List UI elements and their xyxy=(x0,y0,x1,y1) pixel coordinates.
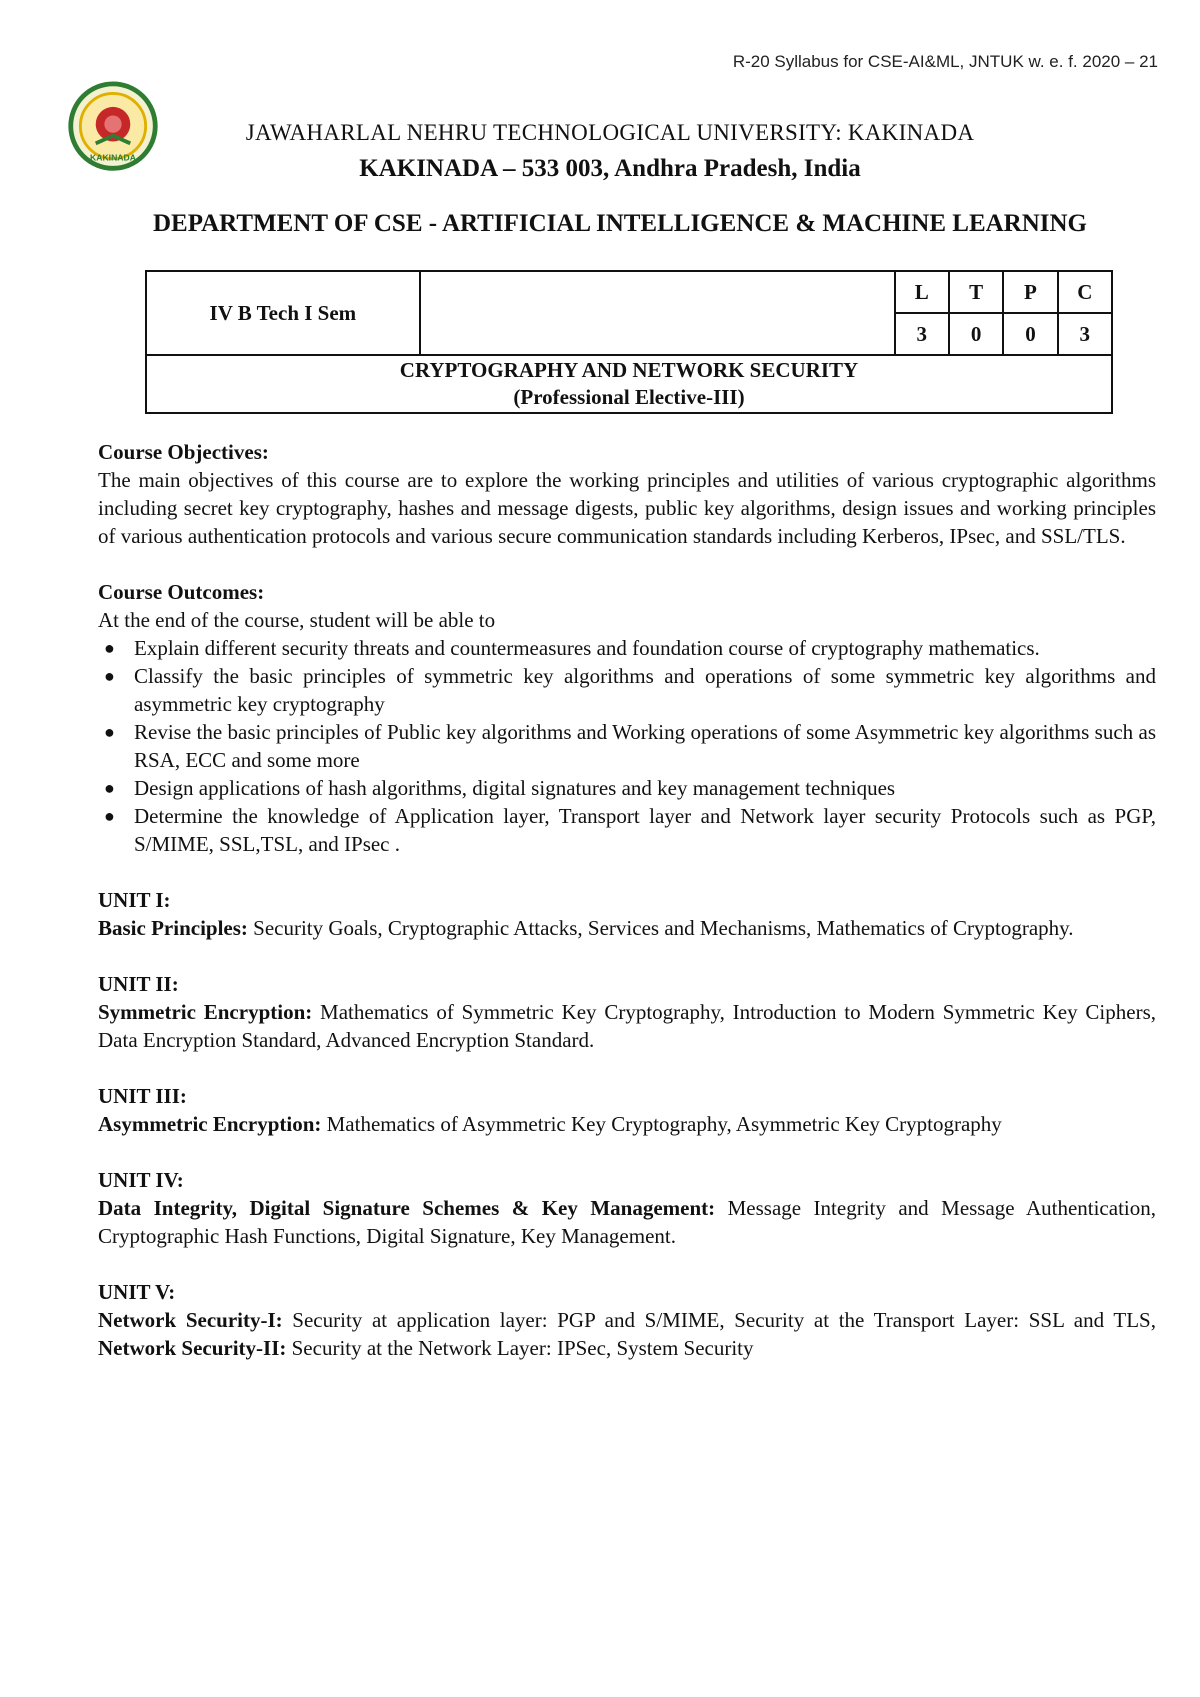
ltpc-header-l: L xyxy=(895,271,949,313)
running-header: R-20 Syllabus for CSE-AI&ML, JNTUK w. e. f. 2020 – 21 xyxy=(732,52,1158,71)
university-name: JAWAHARLAL NEHRU TECHNOLOGICAL UNIVERSITY: KAKINADA xyxy=(245,120,975,145)
bullet-icon: ● xyxy=(104,638,115,658)
unit-5-body: Network Security-I: Security at application layer: PGP and S/MIME, Security at the Transport Layer: SSL and TLS, Network Security-II: Security at the Network Layer: IPSec, System Security xyxy=(98,1308,1156,1360)
unit-4-body: Data Integrity, Digital Signature Schemes & Key Management: Message Integrity and Message Authentication, Cryptographic Hash Functions, Digital Signature, Key Management. xyxy=(98,1196,1156,1248)
objectives-text: The main objectives of this course are to explore the working principles and utilities of various cryptographic algorithms including secret key cryptography, hashes and message digests, public key algorithms, design issues and working principles of various authentication protocols and various secure communication standards including Kerberos, IPsec, and SSL/TLS. xyxy=(98,468,1156,548)
seal-text: KAKINADA xyxy=(90,152,136,163)
unit-5-title: UNIT V: xyxy=(98,1280,176,1304)
syllabus-content xyxy=(98,438,1156,1362)
outcome-item: ● Determine the knowledge of Application layer, Transport layer and Network layer security Protocols such as PGP, S/MIME, SSL,TSL, and IPsec . xyxy=(104,804,1156,856)
ltpc-value-t: 0 xyxy=(949,313,1003,355)
outcomes-list xyxy=(98,634,1156,858)
bullet-icon: ● xyxy=(104,666,115,686)
outcomes-intro: At the end of the course, student will be able to xyxy=(98,608,496,632)
department-title: DEPARTMENT OF CSE - ARTIFICIAL INTELLIGENCE & MACHINE LEARNING xyxy=(152,210,1088,237)
outcome-item: ● Classify the basic principles of symmetric key algorithms and operations of some symmetric key algorithms and asymmetric key cryptography xyxy=(104,664,1156,716)
bullet-icon: ● xyxy=(104,806,115,826)
unit-1-body: Basic Principles: Security Goals, Cryptographic Attacks, Services and Mechanisms, Mathematics of Cryptography. xyxy=(98,916,1074,940)
blank-cell xyxy=(420,271,895,355)
course-title-cell xyxy=(146,355,1112,413)
unit-3-title: UNIT III: xyxy=(98,1084,187,1108)
semester-cell: IV B Tech I Sem xyxy=(146,271,420,355)
unit-2-title: UNIT II: xyxy=(98,972,179,996)
university-address: KAKINADA – 533 003, Andhra Pradesh, India xyxy=(359,155,861,182)
ltpc-header-p: P xyxy=(1003,271,1057,313)
unit-3-body: Asymmetric Encryption: Mathematics of Asymmetric Key Cryptography, Asymmetric Key Cryptography xyxy=(98,1112,1002,1136)
outcome-item: ● Design applications of hash algorithms, digital signatures and key management techniques xyxy=(104,776,896,800)
course-info-table xyxy=(145,270,1113,414)
ltpc-header-c: C xyxy=(1058,271,1112,313)
ltpc-value-p: 0 xyxy=(1003,313,1057,355)
ltpc-header-t: T xyxy=(949,271,1003,313)
unit-4-title: UNIT IV: xyxy=(98,1168,184,1192)
bullet-icon: ● xyxy=(104,778,115,798)
course-title: CRYPTOGRAPHY AND NETWORK SECURITY xyxy=(399,358,859,382)
ltpc-value-l: 3 xyxy=(895,313,949,355)
university-seal-icon xyxy=(65,80,161,176)
objectives-heading: Course Objectives: xyxy=(98,440,269,464)
elective-label: (Professional Elective-III) xyxy=(513,385,745,409)
outcomes-heading: Course Outcomes: xyxy=(98,580,265,604)
outcome-item: ● Explain different security threats and countermeasures and foundation course of cryptography mathematics. xyxy=(104,636,1040,660)
unit-2-body: Symmetric Encryption: Mathematics of Symmetric Key Cryptography, Introduction to Modern Symmetric Key Ciphers, Data Encryption Standard, Advanced Encryption Standard. xyxy=(98,1000,1156,1052)
outcome-item: ● Revise the basic principles of Public key algorithms and Working operations of some Asymmetric key algorithms such as RSA, ECC and some more xyxy=(104,720,1156,772)
unit-1-title: UNIT I: xyxy=(98,888,171,912)
bullet-icon: ● xyxy=(104,722,115,742)
ltpc-value-c: 3 xyxy=(1058,313,1112,355)
